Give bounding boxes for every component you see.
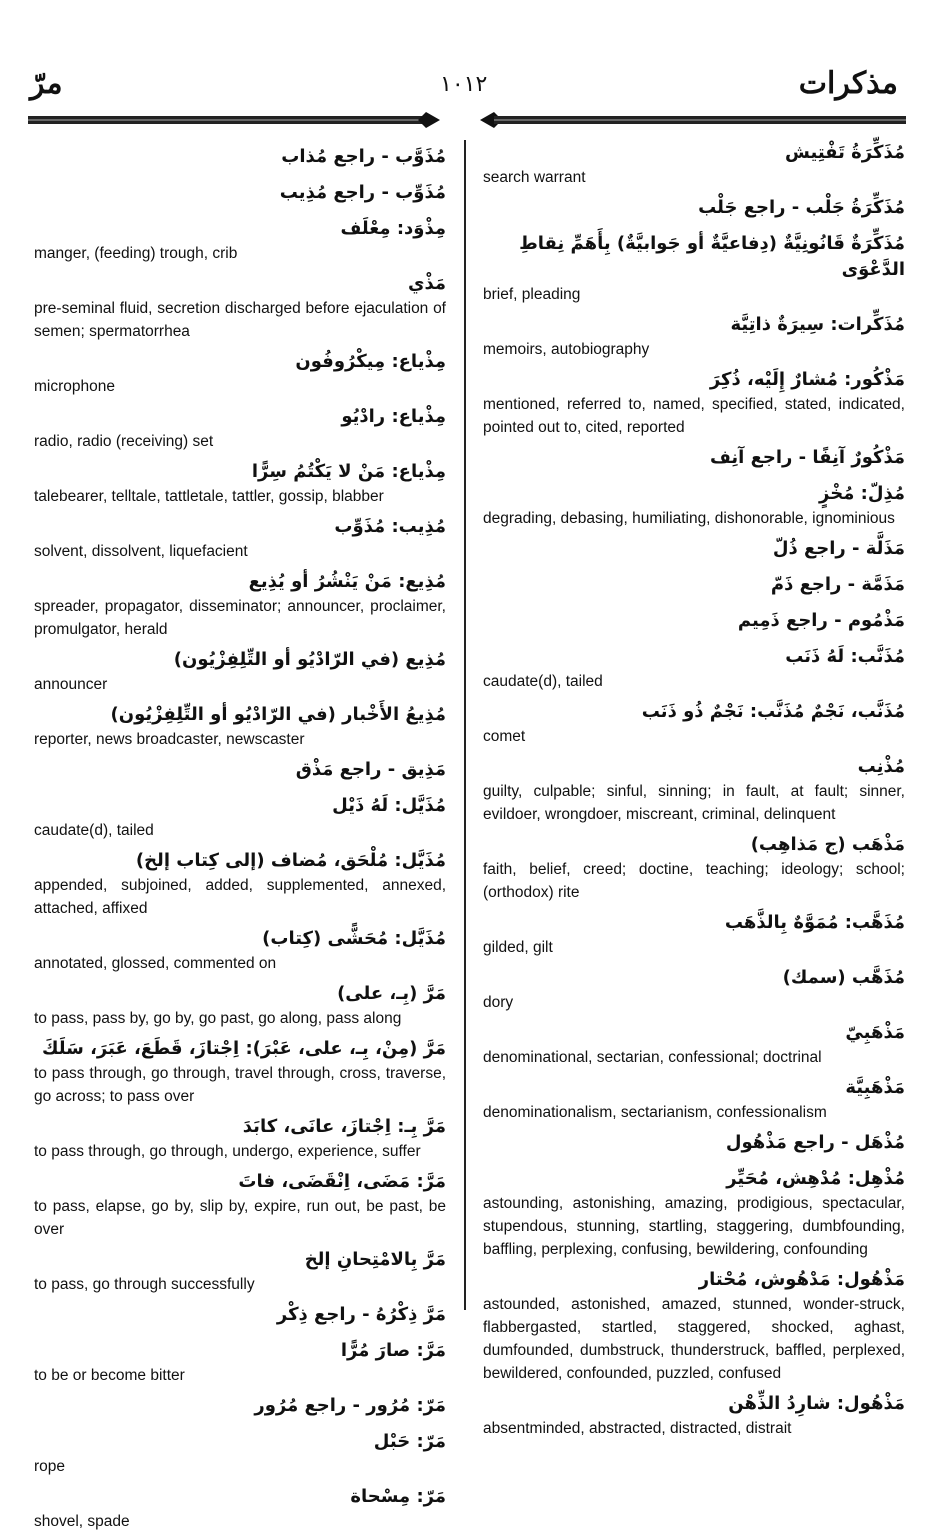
entry-arabic: مَرّ: مُرُور - راجع مُرُور: [254, 1395, 446, 1416]
dictionary-entry: [34, 1302, 446, 1328]
entry-arabic: مَرّ: حَبْل: [373, 1431, 446, 1452]
entry-arabic: مِذْياع: مَنْ لا يَكْتُمُ سِرًّا: [251, 461, 446, 482]
entry-arabic: مَرَّ بِالامْتِحانِ إلخ: [304, 1249, 446, 1270]
dictionary-entry: [34, 1429, 446, 1478]
dictionary-entry: [483, 1166, 905, 1261]
dictionary-entry: [34, 349, 446, 398]
dictionary-entry: [483, 754, 905, 826]
dictionary-entry: [34, 180, 446, 206]
entry-arabic: مُذْهِل: مُدْهِش، مُحَيِّر: [726, 1168, 905, 1189]
entry-english: dory: [483, 994, 514, 1011]
entry-english: to pass, go through successfully: [34, 1276, 255, 1293]
entry-english: solvent, dissolvent, liquefacient: [34, 543, 248, 560]
entry-english: rope: [34, 1458, 66, 1475]
entry-english: to be or become bitter: [34, 1367, 185, 1384]
column-divider: [464, 140, 466, 1310]
dictionary-entry: [483, 195, 905, 221]
entry-arabic: مَذْي: [407, 273, 446, 294]
dictionary-entry: [34, 216, 446, 265]
entry-arabic: مُذَكِّرَةُ تَفْتِيش: [785, 142, 905, 163]
entry-arabic: مُذَيَّل: مُلْحَق، مُضاف (إلى كِتاب إلخ): [135, 850, 446, 871]
dictionary-entry: [483, 910, 905, 959]
entry-arabic: مُذَهَّب: مُمَوَّهٌ بِالذَّهَب: [724, 912, 905, 933]
entry-arabic: مُذَكِّرَةٌ قَانُونِيَّةٌ (دِفاعيَّةٌ أو جَوابيَّةٌ) بِأَهَمِّ نِقاطِ الدَّعْوَى: [519, 233, 905, 280]
entry-arabic: مُذَنَّب، نَجْمٌ مُذَنَّب: نَجْمٌ ذُو ذَنَب: [641, 701, 905, 722]
entry-arabic: مُذِلّ: مُخْزٍ: [819, 483, 905, 504]
right-column: [483, 140, 905, 1446]
entry-english: comet: [483, 728, 526, 745]
dictionary-entry: [34, 459, 446, 508]
entry-english: to pass, pass by, go by, go past, go along, pass along: [34, 1010, 402, 1027]
entry-english: spreader, propagator, disseminator; announcer, proclaimer, promulgator, herald: [34, 598, 446, 638]
entry-arabic: مُذَكِّرَةُ جَلْب - راجع جَلْب: [698, 197, 905, 218]
entry-arabic: مُذَيَّل: مُحَشًّى (كِتاب): [262, 928, 446, 949]
entry-english: shovel, spade: [34, 1513, 130, 1530]
dictionary-entry: [34, 404, 446, 453]
entry-arabic: مَذْهَب (ج مَذاهِب): [750, 834, 905, 855]
dictionary-entry: [34, 1169, 446, 1241]
entry-english: reporter, news broadcaster, newscaster: [34, 731, 305, 748]
dictionary-entry: [483, 832, 905, 904]
dictionary-entry: [483, 1020, 905, 1069]
entry-arabic: مُذِيع (في الرّادْيُو أو التِّلِفِزْيُون): [173, 649, 446, 670]
entry-english: brief, pleading: [483, 286, 581, 303]
entry-english: astounded, astonished, amazed, stunned, wonder-struck, flabbergasted, startled, staggered, shocked, aghast, dumfounded, dumbstruck, thunderstruck, baffled, perplexed, bewildered, confounded, puzzled, confused: [483, 1296, 905, 1382]
dictionary-entry: [34, 1484, 446, 1533]
dictionary-entry: [483, 1391, 905, 1440]
dictionary-entry: [34, 569, 446, 641]
entry-arabic: مَرَّ بِـ: اِجْتازَ، عانَى، كابَدَ: [242, 1116, 446, 1137]
entry-arabic: مَرّ: مِسْحاة: [350, 1486, 446, 1507]
dictionary-entry: [34, 1114, 446, 1163]
entry-arabic: مَرَّ ذِكْرُهُ - راجع ذِكْر: [276, 1304, 446, 1325]
header-rule-right: [480, 112, 906, 128]
dictionary-entry: [483, 481, 905, 530]
entry-arabic: مَرَّ: صارَ مُرًّا: [340, 1340, 446, 1361]
entry-arabic: مَذْمُوم - راجع ذَمِيم: [737, 610, 905, 631]
entry-arabic: مُذْهَل - راجع مَذْهُول: [725, 1132, 905, 1153]
entry-arabic: مَذْكُورٌ آنِفًا - راجع آنِف: [709, 447, 905, 468]
dictionary-entry: [34, 702, 446, 751]
dictionary-entry: [34, 1338, 446, 1387]
entry-english: memoirs, autobiography: [483, 341, 650, 358]
entry-arabic: مَرَّ (بِـ، على): [337, 983, 446, 1004]
entry-arabic: مَذْهُول: شارِدُ الذِّهْن: [728, 1393, 905, 1414]
entry-arabic: مُذَوَّب - راجع مُذاب: [281, 146, 446, 167]
dictionary-entry: [34, 793, 446, 842]
entry-arabic: مَذَلَّة - راجع ذُلّ: [772, 538, 905, 559]
dictionary-entry: [483, 367, 905, 439]
dictionary-entry: [483, 965, 905, 1014]
dictionary-entry: [483, 644, 905, 693]
entry-english: pre-seminal fluid, secretion discharged before ejaculation of semen; spermatorrhea: [34, 300, 446, 340]
dictionary-entry: [34, 1393, 446, 1419]
header-rule-left: [28, 112, 440, 128]
entry-arabic: مُذْنِب: [857, 756, 905, 777]
entry-arabic: مَذْهَبِيّ: [845, 1022, 905, 1043]
entry-arabic: مَرَّ: مَضَى، اِنْقَضَى، فاتَ: [238, 1171, 446, 1192]
entry-arabic: مُذَكِّرات: سِيرَةٌ ذاتِيَّة: [730, 314, 905, 335]
dictionary-entry: [483, 1075, 905, 1124]
dictionary-entry: [483, 312, 905, 361]
entry-arabic: مَرَّ (مِنْ، بِـ، على، عَبْرَ): اِجْتازَ، قَطَعَ، عَبَرَ، سَلَكَ: [42, 1038, 446, 1059]
dictionary-entry: [483, 1267, 905, 1385]
entry-english: to pass, elapse, go by, slip by, expire, run out, be past, be over: [34, 1198, 446, 1238]
left-column: [34, 140, 446, 1539]
dictionary-entry: [483, 572, 905, 598]
dictionary-entry: [34, 144, 446, 170]
entry-english: faith, belief, creed; doctine, teaching; ideology; school; (orthodox) rite: [483, 861, 905, 901]
entry-english: announcer: [34, 676, 108, 693]
entry-english: search warrant: [483, 169, 586, 186]
entry-english: to pass through, go through, travel through, cross, traverse, go across; to pass over: [34, 1065, 446, 1105]
entry-english: guilty, culpable; sinful, sinning; in fault, at fault; sinner, evildoer, wrongdoer, miscreant, criminal, delinquent: [483, 783, 905, 823]
entry-english: astounding, astonishing, amazing, prodigious, spectacular, stupendous, stunning, startling, staggering, dumbfounding, baffling, perplexing, confusing, bewildering, confounding: [483, 1195, 905, 1258]
entry-arabic: مُذِيعُ الأَخْبار (في الرّادْيُو أو التِّلِفِزْيُون): [110, 704, 446, 725]
dictionary-entry: [34, 1247, 446, 1296]
entry-english: degrading, debasing, humiliating, dishonorable, ignominious: [483, 510, 895, 527]
entry-english: absentminded, abstracted, distracted, distrait: [483, 1420, 792, 1437]
entry-english: to pass through, go through, undergo, experience, suffer: [34, 1143, 421, 1160]
dictionary-entry: [34, 514, 446, 563]
dictionary-entry: [34, 757, 446, 783]
entry-arabic: مُذِيع: مَنْ يَنْشُرُ أو يُذِيع: [248, 571, 446, 592]
header-word-right: مذكرات: [798, 66, 898, 101]
entry-english: denominational, sectarian, confessional; doctrinal: [483, 1049, 822, 1066]
entry-english: talebearer, telltale, tattletale, tattler, gossip, blabber: [34, 488, 384, 505]
dictionary-entry: [483, 608, 905, 634]
dictionary-entry: [483, 445, 905, 471]
entry-arabic: مِذْياع: رادْيُو: [341, 406, 446, 427]
entry-arabic: مَذْكُور: مُشارٌ إِلَيْه، ذُكِرَ: [709, 369, 905, 390]
entry-english: microphone: [34, 378, 115, 395]
entry-arabic: مُذِيب: مُذَوِّب: [334, 516, 446, 537]
dictionary-entry: [34, 926, 446, 975]
entry-arabic: مَذَمَّة - راجع ذَمّ: [770, 574, 905, 595]
dictionary-entry: [34, 848, 446, 920]
dictionary-entry: [483, 536, 905, 562]
entry-arabic: مُذَنَّب: لَهُ ذَنَب: [785, 646, 905, 667]
dictionary-entry: [483, 140, 905, 189]
entry-english: radio, radio (receiving) set: [34, 433, 214, 450]
dictionary-entry: [483, 699, 905, 748]
entry-arabic: مُذَوِّب - راجع مُذِيب: [279, 182, 446, 203]
entry-english: denominationalism, sectarianism, confessionalism: [483, 1104, 827, 1121]
entry-english: gilded, gilt: [483, 939, 553, 956]
entry-english: annotated, glossed, commented on: [34, 955, 277, 972]
entry-english: caudate(d), tailed: [34, 822, 154, 839]
entry-english: appended, subjoined, added, supplemented, annexed, attached, affixed: [34, 877, 446, 917]
dictionary-entry: [34, 1036, 446, 1108]
entry-arabic: مِذْوَد: مِعْلَف: [340, 218, 446, 239]
entry-english: mentioned, referred to, named, specified, stated, indicated, pointed out to, cited, reported: [483, 396, 905, 436]
entry-arabic: مُذَيَّل: لَهُ ذَيْل: [332, 795, 446, 816]
page-number: ١٠١٢: [440, 72, 488, 97]
entry-arabic: مَذْهُول: مَدْهُوش، مُحْتار: [698, 1269, 905, 1290]
entry-english: manger, (feeding) trough, crib: [34, 245, 238, 262]
entry-arabic: مِذْياع: مِيكْرُوفُون: [295, 351, 446, 372]
dictionary-entry: [483, 231, 905, 306]
entry-arabic: مُذَهَّب (سمك): [782, 967, 905, 988]
entry-arabic: مَذْهَبِيَّة: [845, 1077, 905, 1098]
entry-arabic: مَذِيق - راجع مَذْق: [295, 759, 446, 780]
header-word-left: مرّ: [30, 66, 63, 101]
dictionary-entry: [34, 647, 446, 696]
dictionary-entry: [34, 271, 446, 343]
dictionary-entry: [34, 981, 446, 1030]
dictionary-entry: [483, 1130, 905, 1156]
entry-english: caudate(d), tailed: [483, 673, 603, 690]
